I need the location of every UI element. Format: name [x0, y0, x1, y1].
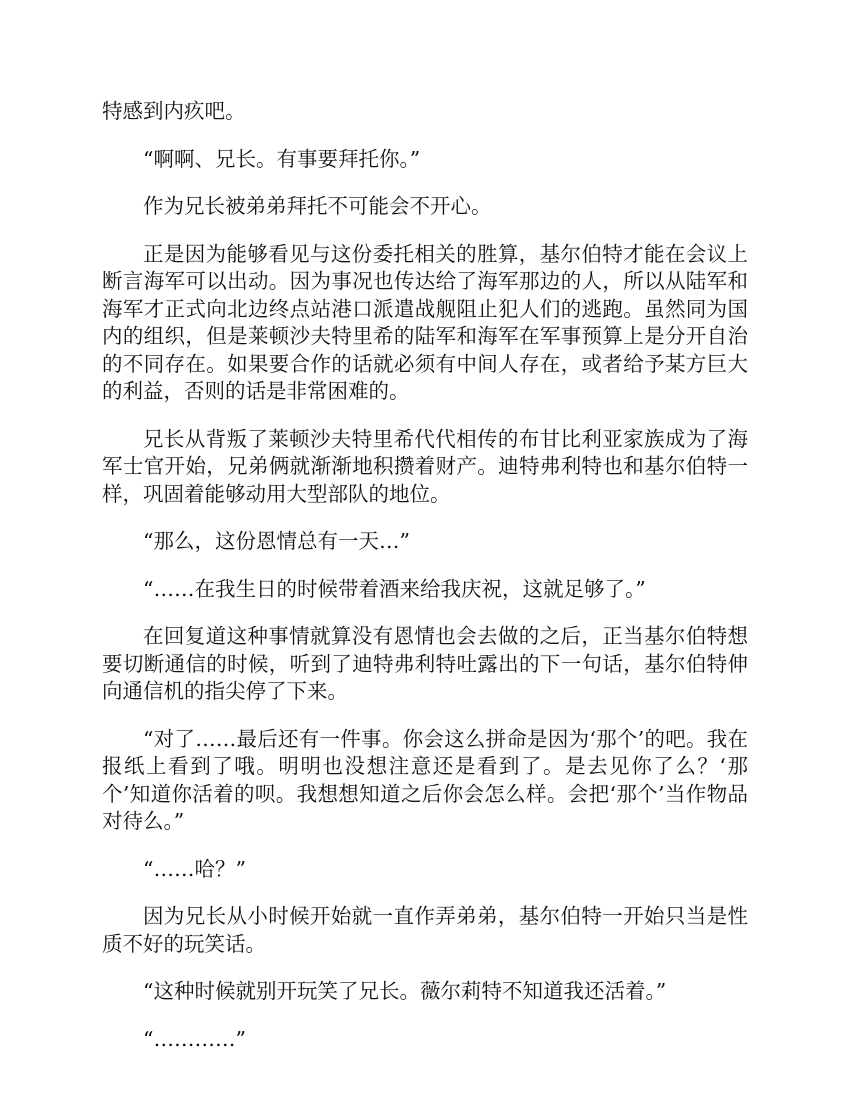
- paragraph: “那么，这份恩情总有一天…”: [143, 529, 410, 553]
- paragraph: 正是因为能够看见与这份委托相关的胜算，基尔伯特才能在会议上断言海军可以出动。因为事况也传达给了海军那边的人，所以从陆军和海军才正式向北边终点站港口派遣战舰阻止犯人们的逃跑。虽然同为国内的组织，但是莱顿沙夫特里希的陆军和海军在军事预算上是分开自治的不同存在。如果要合作的话就必须有中间人存在，或者给予某方巨大的利益，否则的话是非常困难的。: [102, 241, 748, 403]
- paragraph: 因为兄长从小时候开始就一直作弄弟弟，基尔伯特一开始只当是性质不好的玩笑话。: [102, 904, 748, 956]
- paragraph: “啊啊、兄长。有事要拜托你。”: [143, 146, 421, 171]
- paragraph: “这种时候就别开玩笑了兄长。薇尔莉特不知道我还活着。”: [143, 979, 667, 1003]
- paragraph: “……在我生日的时候带着酒来给我庆祝，这就足够了。”: [143, 576, 646, 601]
- paragraph: 在回复道这种事情就算没有恩情也会去做的之后，正当基尔伯特想要切断通信的时候，听到了迪特弗利特吐露出的下一句话，基尔伯特伸向通信机的指尖停了下来。: [102, 624, 748, 703]
- paragraph: “…………”: [143, 1026, 246, 1051]
- document-page: [102, 98, 748, 1073]
- paragraph: 兄长从背叛了莱顿沙夫特里希代代相传的布甘比利亚家族成为了海军士官开始，兄弟俩就渐渐地积攒着财产。迪特弗利特也和基尔伯特一样，巩固着能够动用大型部队的地位。: [102, 426, 748, 506]
- paragraph: “……哈？”: [143, 856, 246, 881]
- paragraph: 特感到内疚吧。: [102, 99, 246, 123]
- paragraph: 作为兄长被弟弟拜托不可能会不开心。: [143, 194, 492, 218]
- paragraph: “对了……最后还有一件事。你会这么拼命是因为‘那个’的吧。我在报纸上看到了哦。明明也没想注意还是看到了。是去见你了么？‘那个’知道你活着的呗。我想想知道之后你会怎么样。会把‘那个’当作物品对待么。”: [102, 726, 748, 833]
